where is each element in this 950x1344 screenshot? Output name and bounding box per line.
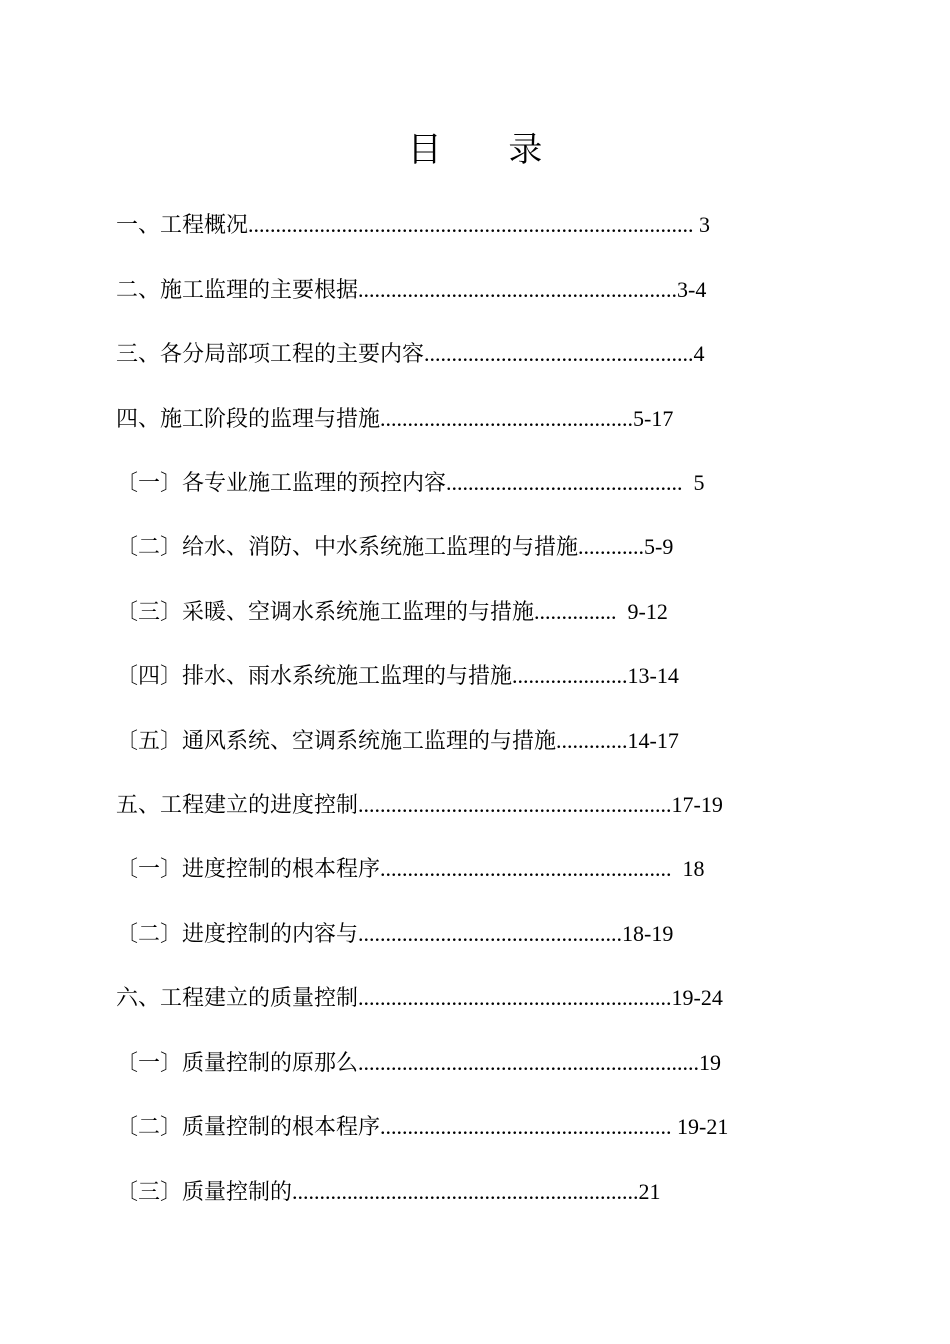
toc-entry-label: 〔三〕采暖、空调水系统施工监理的与措施 <box>116 600 535 625</box>
toc-entry-label: 四、施工阶段的监理与措施 <box>116 407 381 432</box>
toc-entry-label: 〔一〕进度控制的根本程序 <box>116 857 381 882</box>
toc-entry-page: 21 <box>638 1179 661 1204</box>
toc-entry <box>116 853 705 885</box>
toc-entry <box>116 274 706 306</box>
toc-entry-label: 六、工程建立的质量控制 <box>116 986 359 1011</box>
toc-entry-leader: ............ <box>578 534 645 559</box>
toc-entry-label: 三、各分局部项工程的主要内容 <box>116 342 425 367</box>
toc-entry <box>116 209 710 241</box>
toc-entry-page: 14-17 <box>627 728 679 753</box>
toc-entry-label: 〔二〕进度控制的内容与 <box>116 922 359 947</box>
toc-entry-page: 4 <box>693 341 705 366</box>
toc-entry <box>116 1047 721 1079</box>
toc-entry-page: 17-19 <box>671 792 723 817</box>
toc-entry <box>116 596 668 628</box>
toc-entry-label: 〔五〕通风系统、空调系统施工监理的与措施 <box>116 729 557 754</box>
toc-entry-leader: ........................................... <box>446 470 683 495</box>
toc-entry <box>116 982 723 1014</box>
toc-entry-leader: ................................................................................. <box>248 212 694 237</box>
toc-entry-leader: ............. <box>556 728 628 753</box>
toc-entry-leader: ................................................. <box>424 341 694 366</box>
toc-entry-page: 13-14 <box>627 663 679 688</box>
toc-entry <box>116 531 673 563</box>
toc-entry <box>116 1111 728 1143</box>
toc-entry-leader: .............................................. <box>380 406 634 431</box>
toc-entry <box>116 467 705 499</box>
toc-entry-label: 〔二〕给水、消防、中水系统施工监理的与措施 <box>116 535 579 560</box>
toc-entry-leader: ......................................................... <box>358 792 672 817</box>
toc-entry-page: 19 <box>699 1050 722 1075</box>
toc-entry <box>116 725 679 757</box>
toc-entry-label: 〔三〕质量控制的 <box>116 1180 293 1205</box>
toc-entry-label: 〔二〕质量控制的根本程序 <box>116 1115 381 1140</box>
toc-entry-label: 一、工程概况 <box>116 213 249 238</box>
toc-entry <box>116 338 705 370</box>
toc-entry-leader: .............................................................. <box>358 1050 700 1075</box>
toc-entry-page: 3-4 <box>677 277 707 302</box>
toc-entry-page: 9-12 <box>616 599 668 624</box>
toc-entry-label: 五、工程建立的进度控制 <box>116 793 359 818</box>
toc-entry <box>116 403 673 435</box>
toc-entry-leader: ............................................................... <box>292 1179 639 1204</box>
toc-entry <box>116 1176 661 1208</box>
toc-entry <box>116 789 723 821</box>
toc-entry-page: 19-24 <box>671 985 723 1010</box>
toc-entry-leader: ................................................ <box>358 921 623 946</box>
toc-entry-leader: .......................................................... <box>358 277 678 302</box>
toc-entry-page: 5 <box>682 470 705 495</box>
toc-entry-page: 18-19 <box>622 921 674 946</box>
toc-entry-leader: ..................................................... <box>380 1114 672 1139</box>
toc-entry <box>116 660 679 692</box>
toc-entry-leader: ..................................................... <box>380 856 672 881</box>
toc-entry <box>116 918 673 950</box>
toc-entry-label: 〔四〕排水、雨水系统施工监理的与措施 <box>116 664 513 689</box>
toc-entry-label: 〔一〕质量控制的原那么 <box>116 1051 359 1076</box>
toc-entry-leader: ............... <box>534 599 617 624</box>
toc-entry-page: 5-17 <box>633 406 674 431</box>
toc-entry-label: 〔一〕各专业施工监理的预控内容 <box>116 471 447 496</box>
toc-entry-leader: ..................... <box>512 663 628 688</box>
toc-title: 目 录 <box>407 130 571 170</box>
toc-entry-page: 3 <box>693 212 711 237</box>
toc-entry-page: 5-9 <box>644 534 674 559</box>
toc-entry-label: 二、施工监理的主要根据 <box>116 278 359 303</box>
toc-entry-leader: ......................................................... <box>358 985 672 1010</box>
toc-entry-page: 19-21 <box>671 1114 729 1139</box>
toc-entry-page: 18 <box>671 856 705 881</box>
